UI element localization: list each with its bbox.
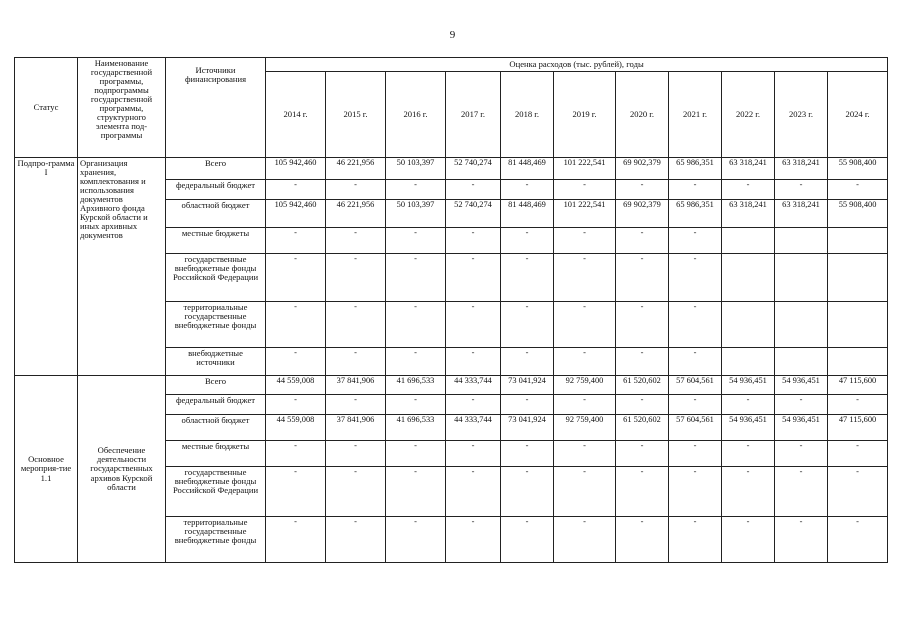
program-name-cell: Обеспечение деятельности государственных архивов Курской области [78, 376, 166, 563]
header-source: Источники финансирования [166, 58, 266, 158]
value-cell: - [828, 441, 888, 467]
value-cell: 69 902,379 [616, 158, 669, 180]
value-cell: - [326, 517, 386, 563]
value-cell: - [266, 441, 326, 467]
value-cell: - [616, 254, 669, 302]
value-cell: 55 908,400 [828, 200, 888, 228]
value-cell: 101 222,541 [554, 158, 616, 180]
value-cell: - [386, 517, 446, 563]
value-cell: - [266, 180, 326, 200]
value-cell: - [669, 517, 722, 563]
value-cell: 54 936,451 [722, 376, 775, 395]
value-cell: - [446, 228, 501, 254]
value-cell: - [446, 302, 501, 348]
value-cell: 61 520,602 [616, 415, 669, 441]
header-year: 2022 г. [722, 72, 775, 158]
value-cell: - [775, 180, 828, 200]
value-cell: 55 908,400 [828, 158, 888, 180]
value-cell: 65 986,351 [669, 158, 722, 180]
header-year: 2021 г. [669, 72, 722, 158]
value-cell: - [722, 517, 775, 563]
value-cell: - [326, 228, 386, 254]
value-cell: 54 936,451 [722, 415, 775, 441]
value-cell: - [386, 467, 446, 517]
value-cell: - [446, 467, 501, 517]
value-cell: - [446, 254, 501, 302]
value-cell: - [616, 180, 669, 200]
value-cell: 54 936,451 [775, 415, 828, 441]
value-cell: - [616, 441, 669, 467]
value-cell: 92 759,400 [554, 415, 616, 441]
value-cell: - [326, 254, 386, 302]
value-cell: - [554, 228, 616, 254]
value-cell: - [828, 517, 888, 563]
value-cell [775, 302, 828, 348]
value-cell: 44 333,744 [446, 415, 501, 441]
value-cell [828, 254, 888, 302]
value-cell: - [501, 467, 554, 517]
value-cell: - [501, 517, 554, 563]
funding-source-cell: местные бюджеты [166, 441, 266, 467]
value-cell: 61 520,602 [616, 376, 669, 395]
value-cell: - [446, 348, 501, 376]
value-cell: - [501, 348, 554, 376]
value-cell: - [501, 180, 554, 200]
value-cell: - [266, 228, 326, 254]
value-cell [722, 228, 775, 254]
value-cell: - [266, 302, 326, 348]
value-cell: - [326, 441, 386, 467]
value-cell: - [554, 180, 616, 200]
value-cell: - [446, 441, 501, 467]
value-cell: - [775, 395, 828, 415]
header-year: 2023 г. [775, 72, 828, 158]
funding-source-cell: федеральный бюджет [166, 395, 266, 415]
value-cell: - [554, 254, 616, 302]
value-cell: - [554, 517, 616, 563]
value-cell: 105 942,460 [266, 200, 326, 228]
value-cell: - [386, 180, 446, 200]
value-cell: 37 841,906 [326, 415, 386, 441]
value-cell: 63 318,241 [722, 158, 775, 180]
funding-source-cell: государственные внебюджетные фонды Российской Федерации [166, 467, 266, 517]
value-cell: - [266, 467, 326, 517]
value-cell: - [386, 228, 446, 254]
value-cell: 63 318,241 [722, 200, 775, 228]
value-cell: 65 986,351 [669, 200, 722, 228]
value-cell: 50 103,397 [386, 158, 446, 180]
value-cell: - [669, 348, 722, 376]
value-cell: 81 448,469 [501, 158, 554, 180]
value-cell [828, 348, 888, 376]
status-cell: Основное мероприя-тие 1.1 [15, 376, 78, 563]
value-cell: 47 115,600 [828, 415, 888, 441]
value-cell: - [669, 180, 722, 200]
funding-source-cell: областной бюджет [166, 200, 266, 228]
value-cell: - [446, 180, 501, 200]
value-cell: - [554, 302, 616, 348]
funding-source-cell: местные бюджеты [166, 228, 266, 254]
value-cell: - [266, 348, 326, 376]
value-cell: - [554, 467, 616, 517]
value-cell [775, 348, 828, 376]
value-cell: - [266, 254, 326, 302]
value-cell: - [616, 348, 669, 376]
value-cell: - [669, 254, 722, 302]
value-cell: - [616, 302, 669, 348]
value-cell: - [616, 517, 669, 563]
value-cell [722, 302, 775, 348]
value-cell: - [828, 467, 888, 517]
header-year: 2019 г. [554, 72, 616, 158]
value-cell: 81 448,469 [501, 200, 554, 228]
value-cell [828, 302, 888, 348]
value-cell: - [501, 254, 554, 302]
value-cell: - [669, 395, 722, 415]
value-cell: - [775, 467, 828, 517]
value-cell: - [386, 395, 446, 415]
status-cell: Подпро-грамма I [15, 158, 78, 376]
value-cell: 52 740,274 [446, 158, 501, 180]
funding-source-cell: областной бюджет [166, 415, 266, 441]
funding-source-cell: Всего [166, 376, 266, 395]
value-cell: - [266, 395, 326, 415]
value-cell [722, 254, 775, 302]
value-cell: 41 696,533 [386, 376, 446, 395]
value-cell: - [775, 441, 828, 467]
value-cell: - [501, 302, 554, 348]
value-cell: - [722, 467, 775, 517]
value-cell: 46 221,956 [326, 158, 386, 180]
value-cell: 57 604,561 [669, 415, 722, 441]
value-cell: 92 759,400 [554, 376, 616, 395]
table-row [15, 158, 888, 180]
value-cell: - [669, 228, 722, 254]
value-cell: 44 333,744 [446, 376, 501, 395]
header-year: 2014 г. [266, 72, 326, 158]
value-cell: - [326, 395, 386, 415]
value-cell: 63 318,241 [775, 200, 828, 228]
funding-source-cell: внебюджетные источники [166, 348, 266, 376]
value-cell: - [386, 348, 446, 376]
header-year: 2024 г. [828, 72, 888, 158]
value-cell: 46 221,956 [326, 200, 386, 228]
value-cell: - [554, 441, 616, 467]
value-cell: 52 740,274 [446, 200, 501, 228]
value-cell: 101 222,541 [554, 200, 616, 228]
value-cell: - [386, 302, 446, 348]
value-cell: 63 318,241 [775, 158, 828, 180]
value-cell: - [554, 395, 616, 415]
header-year: 2020 г. [616, 72, 669, 158]
value-cell: - [616, 228, 669, 254]
value-cell: - [722, 395, 775, 415]
header-year: 2016 г. [386, 72, 446, 158]
value-cell: - [501, 395, 554, 415]
value-cell: - [266, 517, 326, 563]
value-cell: - [501, 441, 554, 467]
value-cell: 57 604,561 [669, 376, 722, 395]
funding-source-cell: территориальные государственные внебюджетные фонды [166, 302, 266, 348]
value-cell: - [669, 441, 722, 467]
value-cell: 41 696,533 [386, 415, 446, 441]
value-cell: - [386, 441, 446, 467]
funding-source-cell: федеральный бюджет [166, 180, 266, 200]
value-cell: - [446, 395, 501, 415]
value-cell: 73 041,924 [501, 376, 554, 395]
value-cell: - [501, 228, 554, 254]
funding-source-cell: государственные внебюджетные фонды Российской Федерации [166, 254, 266, 302]
value-cell: 69 902,379 [616, 200, 669, 228]
value-cell: 47 115,600 [828, 376, 888, 395]
value-cell: - [828, 395, 888, 415]
value-cell: 44 559,008 [266, 376, 326, 395]
header-name: Наименование государственной программы, подпрограммы государственной программы, структурного элемента под-программы [78, 58, 166, 158]
funding-source-cell: Всего [166, 158, 266, 180]
value-cell: - [326, 348, 386, 376]
value-cell: - [386, 254, 446, 302]
header-estimate: Оценка расходов (тыс. рублей), годы [266, 58, 888, 72]
page-number: 9 [449, 29, 456, 41]
value-cell: 44 559,008 [266, 415, 326, 441]
header-status: Статус [15, 58, 78, 158]
value-cell: - [446, 517, 501, 563]
value-cell [828, 228, 888, 254]
program-name-cell: Организация хранения, комплектования и использования документов Архивного фонда Курской области и иных архивных документов [78, 158, 166, 376]
value-cell: 54 936,451 [775, 376, 828, 395]
value-cell: - [616, 467, 669, 517]
header-year: 2017 г. [446, 72, 501, 158]
table-row [15, 376, 888, 395]
value-cell: - [326, 302, 386, 348]
budget-table [14, 57, 888, 563]
value-cell: - [554, 348, 616, 376]
value-cell: - [722, 441, 775, 467]
header-year: 2015 г. [326, 72, 386, 158]
value-cell: - [775, 517, 828, 563]
value-cell [722, 348, 775, 376]
value-cell: 37 841,906 [326, 376, 386, 395]
value-cell: - [326, 180, 386, 200]
value-cell: - [669, 302, 722, 348]
value-cell: 73 041,924 [501, 415, 554, 441]
value-cell: 105 942,460 [266, 158, 326, 180]
value-cell: - [669, 467, 722, 517]
value-cell: - [828, 180, 888, 200]
value-cell [775, 228, 828, 254]
header-year: 2018 г. [501, 72, 554, 158]
funding-source-cell: территориальные государственные внебюджетные фонды [166, 517, 266, 563]
value-cell: 50 103,397 [386, 200, 446, 228]
value-cell: - [326, 467, 386, 517]
value-cell: - [722, 180, 775, 200]
value-cell: - [616, 395, 669, 415]
value-cell [775, 254, 828, 302]
